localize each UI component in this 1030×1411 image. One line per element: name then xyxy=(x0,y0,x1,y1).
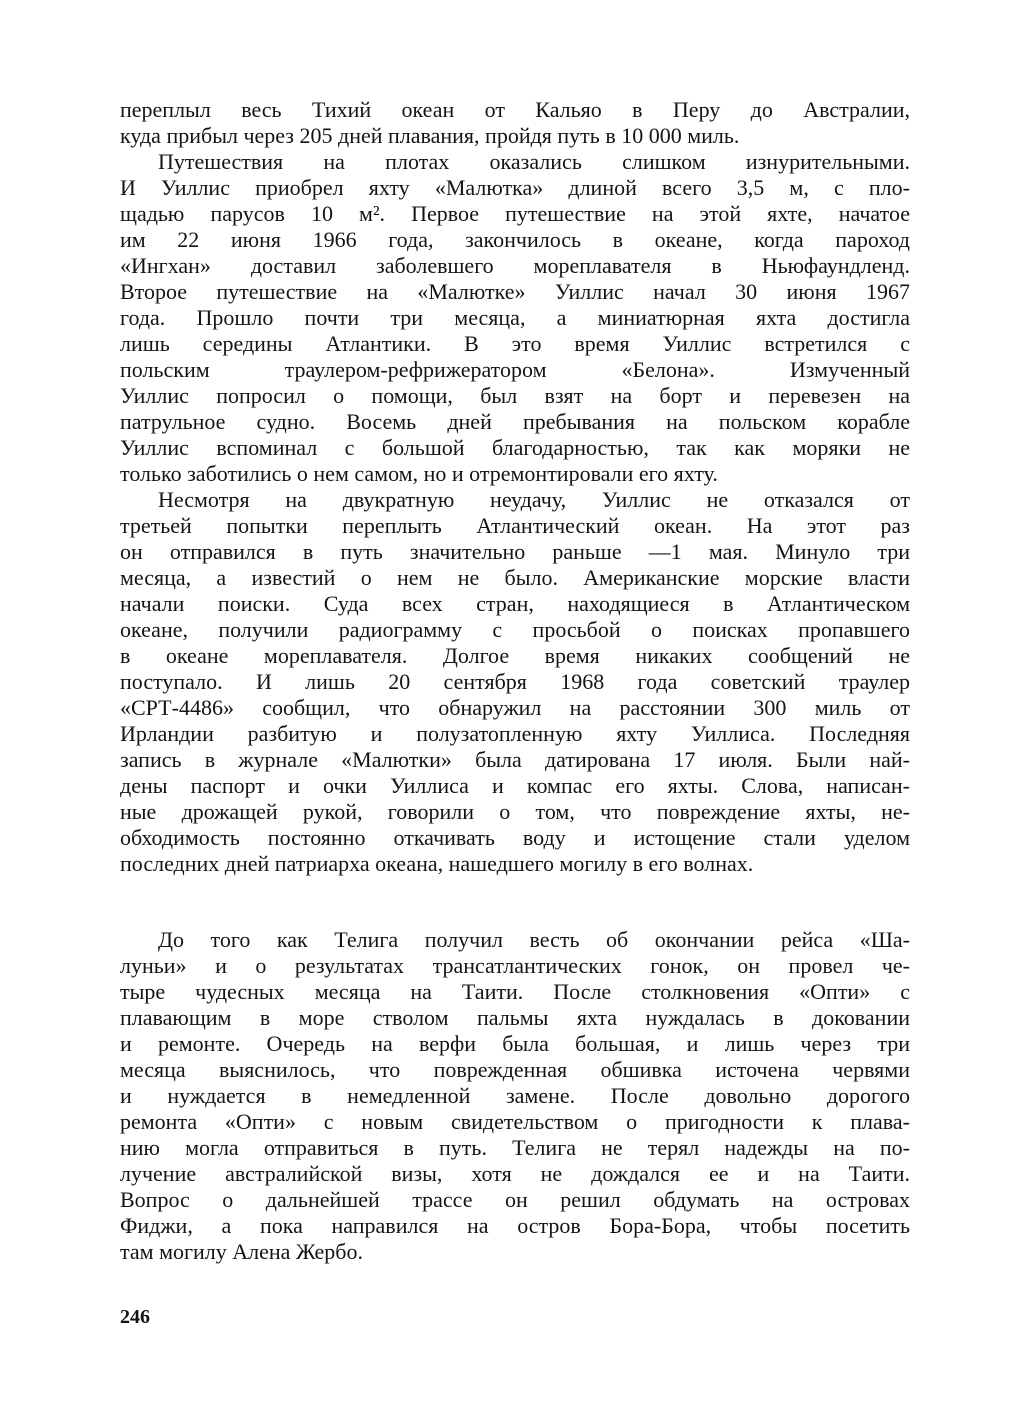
section-teliga xyxy=(120,927,910,1265)
paragraph-3 xyxy=(120,487,910,877)
text-line: Несмотря на двукратную неудачу, Уиллис не отказался от xyxy=(158,487,910,512)
text-line: месяца, а известий о нем не было. Американские морские власти xyxy=(120,565,910,590)
text-line: нию могла отправиться в путь. Телига не терял надежды на по- xyxy=(120,1135,910,1160)
text-line: тыре чудесных месяца на Таити. После столкновения «Опти» с xyxy=(120,979,910,1004)
page-number: 246 xyxy=(120,1306,150,1328)
paragraph-2 xyxy=(120,149,910,487)
text-line: куда прибыл через 205 дней плавания, пройдя путь в 10 000 миль. xyxy=(120,123,740,148)
text-line: последних дней патриарха океана, нашедшего могилу в его волнах. xyxy=(120,851,754,876)
paragraph-1 xyxy=(120,97,910,149)
text-line: обходимость постоянно откачивать воду и истощение стали уделом xyxy=(120,825,910,850)
text-line: им 22 июня 1966 года, закончилось в океане, когда пароход xyxy=(120,227,910,252)
text-line: и нуждается в немедленной замене. После довольно дорогого xyxy=(120,1083,910,1108)
text-line: «Ингхан» доставил заболевшего мореплавателя в Ньюфаундленд. xyxy=(120,253,910,278)
text-line: И Уиллис приобрел яхту «Малютка» длиной всего 3,5 м, с пло- xyxy=(120,175,910,200)
text-line: дены паспорт и очки Уиллиса и компас его яхты. Слова, написан- xyxy=(120,773,910,798)
text-line: щадью парусов 10 м². Первое путешествие на этой яхте, начатое xyxy=(120,201,910,226)
text-line: Путешествия на плотах оказались слишком изнурительными. xyxy=(158,149,910,174)
text-line: поступало. И лишь 20 сентября 1968 года советский траулер xyxy=(120,669,910,694)
text-line: и ремонте. Очередь на верфи была большая, и лишь через три xyxy=(120,1031,910,1056)
section-willis xyxy=(120,97,910,877)
text-line: ремонта «Опти» с новым свидетельством о пригодности к плава- xyxy=(120,1109,910,1134)
text-line: года. Прошло почти три месяца, а миниатюрная яхта достигла xyxy=(120,305,910,330)
text-line: польским траулером-рефрижератором «Белона». Измученный xyxy=(120,357,910,382)
text-line: Уиллис попросил о помощи, был взят на борт и перевезен на xyxy=(120,383,910,408)
text-line: Уиллис вспоминал с большой благодарностью, так как моряки не xyxy=(120,435,910,460)
text-line: месяца выяснилось, что поврежденная обшивка источена червями xyxy=(120,1057,910,1082)
text-line: он отправился в путь значительно раньше —1 мая. Минуло три xyxy=(120,539,910,564)
text-line: лишь середины Атлантики. В это время Уиллис встретился с xyxy=(120,331,910,356)
text-line: Ирландии разбитую и полузатопленную яхту Уиллиса. Последняя xyxy=(120,721,910,746)
paragraph-4 xyxy=(120,927,910,1265)
text-line: ные дрожащей рукой, говорили о том, что повреждение яхты, не- xyxy=(120,799,910,824)
text-line: переплыл весь Тихий океан от Кальяо в Перу до Австралии, xyxy=(120,97,910,122)
text-line: плавающим в море стволом пальмы яхта нуждалась в доковании xyxy=(120,1005,910,1030)
text-line: луньи» и о результатах трансатлантических гонок, он провел че- xyxy=(120,953,910,978)
text-line: До того как Телига получил весть об окончании рейса «Ша- xyxy=(158,927,910,952)
text-line: «СРТ-4486» сообщил, что обнаружил на расстоянии 300 миль от xyxy=(120,695,910,720)
text-line: океане, получили радиограмму с просьбой о поисках пропавшего xyxy=(120,617,910,642)
text-line: патрульное судно. Восемь дней пребывания на польском корабле xyxy=(120,409,910,434)
text-line: Вопрос о дальнейшей трассе он решил обдумать на островах xyxy=(120,1187,910,1212)
text-line: лучение австралийской визы, хотя не дождался ее и на Таити. xyxy=(120,1161,910,1186)
text-line: начали поиски. Суда всех стран, находящиеся в Атлантическом xyxy=(120,591,910,616)
text-line: запись в журнале «Малютки» была датирована 17 июля. Были най- xyxy=(120,747,910,772)
text-line: Фиджи, а пока направился на остров Бора-Бора, чтобы посетить xyxy=(120,1213,910,1238)
text-line: третьей попытки переплыть Атлантический океан. На этот раз xyxy=(120,513,910,538)
text-line: Второе путешествие на «Малютке» Уиллис начал 30 июня 1967 xyxy=(120,279,910,304)
text-line: только заботились о нем самом, но и отремонтировали его яхту. xyxy=(120,461,718,486)
text-line: там могилу Алена Жербо. xyxy=(120,1239,363,1264)
text-line: в океане мореплавателя. Долгое время никаких сообщений не xyxy=(120,643,910,668)
